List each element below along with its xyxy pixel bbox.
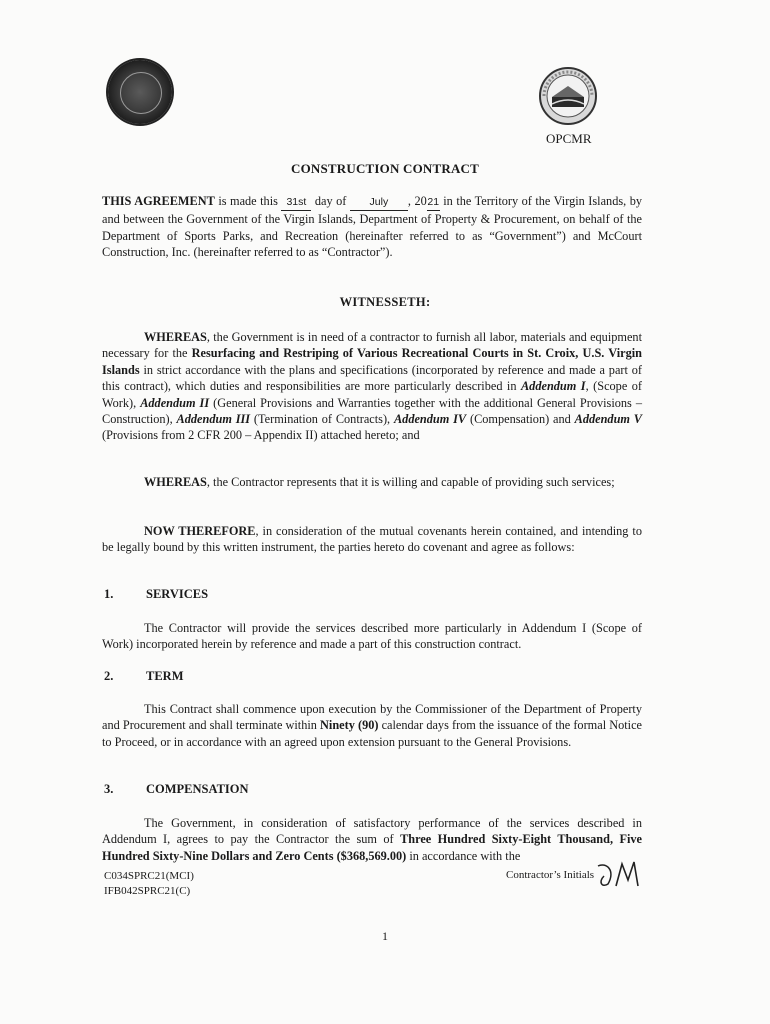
whereas-clause-1: WHEREAS, the Government is in need of a contractor to furnish all labor, materials and equipment necessary for the Resurfacing and Restriping of Various Recreational Courts in St. Croix, U.S. Virgin Islands in strict accordance with the plans and specifications (incorporated by reference and made a part of this contract), which duties and responsibilities are more particularly described in Addendum I, (Scope of Work), Addendum II (General Provisions and Warranties together with the additional General Provisions – Construction), Addendum III (Termination of Contracts), Addendum IV (Compensation) and Addendum V (Provisions from 2 CFR 200 – Appendix II) attached hereto; and [102,330,643,443]
section-text-term: This Contract shall commence upon execution by the Commissioner of the Department of Property and Procurement and shall terminate within Ninety (90) calendar days from the issuance of the formal Notice to Proceed, or in accordance with an agreed upon extension pursuant to the General Provisions. [102,702,642,749]
contract-codes [104,869,194,899]
project-name: Resurfacing and Restriping of Various Recreational Courts in St. Croix, U.S. Virgin Islands [102,346,642,377]
agreement-intro: THIS AGREEMENT is made this 31st day of July , 2021 in the Territory of the Virgin Islands, by and between the Government of the Virgin Islands, Department of Property & Procurement, on behalf of the Department of Sports Parks, and Recreation (hereinafter referred to as “Government”) and McCourt Construction, Inc. (hereinafter referred to as “Contractor”). [102,194,642,260]
whereas-clause-2: WHEREAS, the Contractor represents that it is willing and capable of providing such services; [144,475,615,489]
year-field: 21 [427,194,440,211]
section-heading-services: 1. SERVICES [104,587,209,601]
intro-lead: THIS AGREEMENT [102,194,215,208]
day-field: 31st [281,194,311,211]
witnesseth-heading: WITNESSETH: [339,295,431,309]
section-text-compensation: The Government, in consideration of satisfactory performance of the services described in Addendum I, agrees to pay the Contractor the sum of Three Hundred Sixty-Eight Thousand, Five Hundred Sixty-Nine Dollars and Zero Cents ($368,569.00) in accordance with the [102,816,642,863]
initials-signature-icon [596,858,644,890]
initials-label: Contractor’s Initials [506,869,595,881]
bid-code: IFB042SPRC21(C) [104,885,191,897]
opcmr-seal-icon [538,66,598,126]
page-number: 1 [382,929,388,943]
section-heading-compensation: 3. COMPENSATION [104,782,249,796]
section-heading-term: 2. TERM [104,669,184,683]
month-field: July [350,194,408,211]
contract-code: C034SPRC21(MCI) [104,870,194,882]
government-seal-icon [108,60,172,124]
now-therefore-clause: NOW THEREFORE, in consideration of the mutual covenants herein contained, and intending to be legally bound by this written instrument, the parties hereto do covenant and agree as follows: [102,524,642,555]
document-title: CONSTRUCTION CONTRACT [290,161,480,176]
section-text-services: The Contractor will provide the services described more particularly in Addendum I (Scope of Work) incorporated herein by reference and made a part of this construction contract. [102,621,642,652]
seal-caption: OPCMR [546,131,592,146]
